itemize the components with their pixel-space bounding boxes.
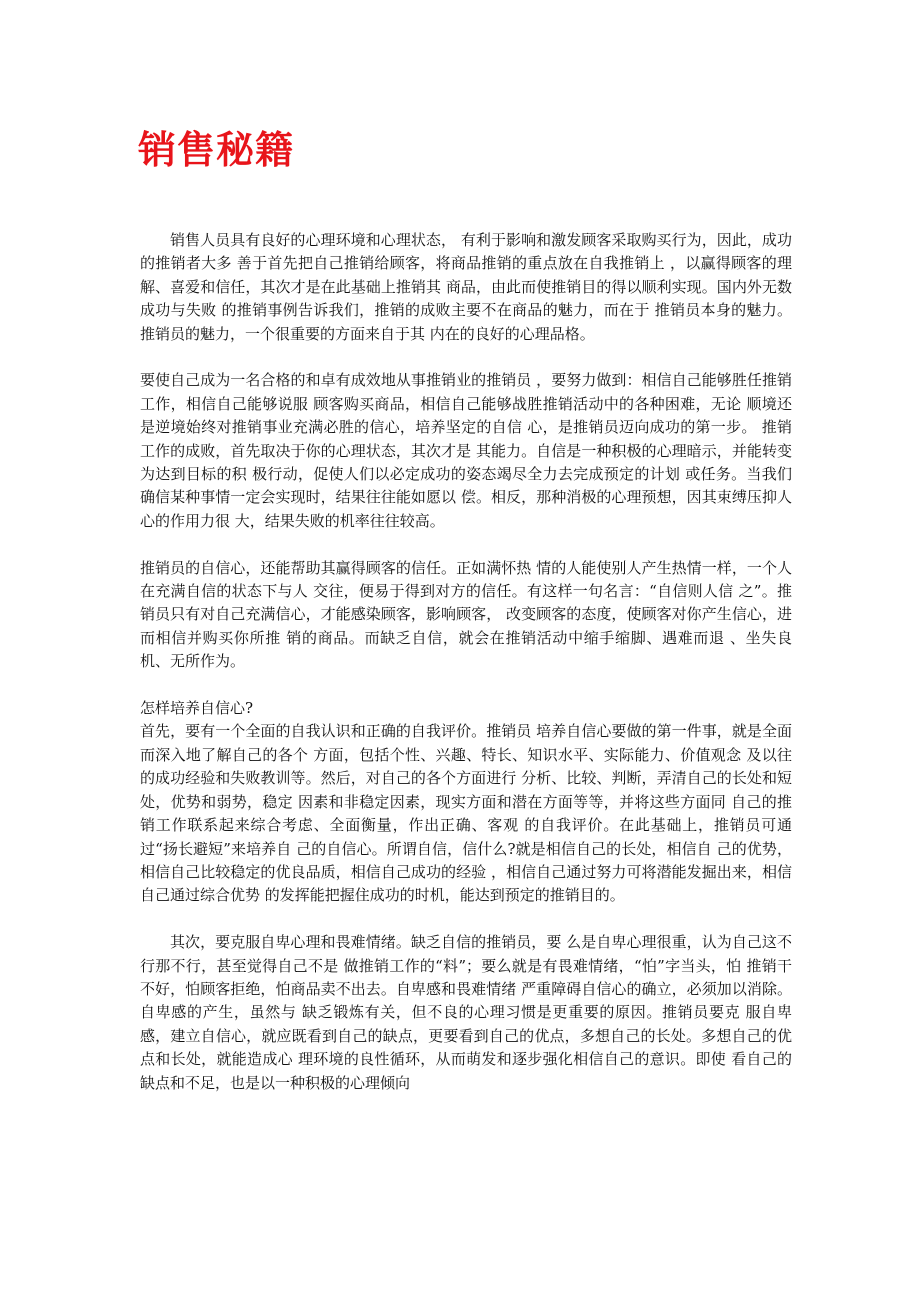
section-heading-how-to-build-confidence: 怎样培养自信心? bbox=[140, 699, 254, 718]
paragraph-intro: 销售人员具有良好的心理环境和心理状态， 有利于影响和激发顾客采取购买行为，因此，成功的推销者大多 善于首先把自己推销给顾客，将商品推销的重点放在自我推销上 ，以赢得顾客的理解、喜爱和信任，其次才是在此基础上推销其 商品，由此而使推销目的得以顺利实现。国内外无数成功与失败 的推销事例告诉我们，推销的成败主要不在商品的魅力，而在于 推销员本身的魅力。推销员的魅力，一个很重要的方面来自于其 内在的良好的心理品格。 bbox=[140, 231, 792, 343]
paragraph-confidence-goals: 要使自己成为一名合格的和卓有成效地从事推销业的推销员 ，要努力做到：相信自己能够胜任推销工作，相信自己能够说服 顾客购买商品，相信自己能够战胜推销活动中的各种困难，无论 顺境还是逆境始终对推销事业充满必胜的信心，培养坚定的自信 心，是推销员迈向成功的第一步。 推销工作的成败，首先取决于你的心理状态，其次才是 其能力。自信是一种积极的心理暗示，并能转变为达到目标的积 极行动，促使人们以必定成功的姿态竭尽全力去完成预定的计划 或任务。当我们确信某种事情一定会实现时，结果往往能如愿以 偿。相反，那种消极的心理预想，因其束缚压抑人心的作用力很 大，结果失败的机率往往较高。 bbox=[140, 371, 792, 530]
paragraph-overcome-inferiority: 其次，要克服自卑心理和畏难情绪。缺乏自信的推销员，要 么是自卑心理很重，认为自己这不行那不行，甚至觉得自己不是 做推销工作的“料”；要么就是有畏难情绪，“怕”字当头，怕 推销干不好，怕顾客拒绝，怕商品卖不出去。自卑感和畏难情绪 严重障碍自信心的确立，必须加以消除。自卑感的产生，虽然与 缺乏锻炼有关，但不良的心理习惯是更重要的原因。推销员要克 服自卑感，建立自信心，就应既看到自己的缺点，更要看到自己的优点，多想自己的长处。多想自己的优点和长处，就能造成心 理环境的良性循环，从而萌发和逐步强化相信自己的意识。即使 看自己的缺点和不足，也是以一种积极的心理倾向 bbox=[140, 933, 792, 1092]
document-title: 销售秘籍 bbox=[138, 127, 295, 172]
document-body bbox=[140, 229, 792, 1095]
paragraph-self-assessment: 首先，要有一个全面的自我认识和正确的自我评价。推销员 培养自信心要做的第一件事，就是全面而深入地了解自己的各个 方面，包括个性、兴趣、特长、知识水平、实际能力、价值观念 及以往的成功经验和失败教训等。然后，对自己的各个方面进行 分析、比较、判断，弄清自己的长处和短处，优势和弱势，稳定 因素和非稳定因素，现实方面和潜在方面等等，并将这些方面同 自己的推销工作联系起来综合考虑、全面衡量，作出正确、客观 的自我评价。在此基础上，推销员可通过“扬长避短”来培养自 己的自信心。所谓自信，信什么?就是相信自己的长处，相信自 己的优势，相信自己比较稳定的优良品质，相信自己成功的经验 ，相信自己通过努力可将潜能发掘出来，相信自己通过综合优势 的发挥能把握住成功的时机，能达到预定的推销目的。 bbox=[140, 722, 792, 905]
paragraph-customer-trust: 推销员的自信心，还能帮助其赢得顾客的信任。正如满怀热 情的人能使别人产生热情一样，一个人在充满自信的状态下与人 交往，便易于得到对方的信任。有这样一句名言：“自信则人信 之”。推销员只有对自己充满信心，才能感染顾客，影响顾客， 改变顾客的态度，使顾客对你产生信心，进而相信并购买你所推 销的商品。而缺乏自信，就会在推销活动中缩手缩脚、遇难而退 、坐失良机、无所作为。 bbox=[140, 558, 792, 671]
